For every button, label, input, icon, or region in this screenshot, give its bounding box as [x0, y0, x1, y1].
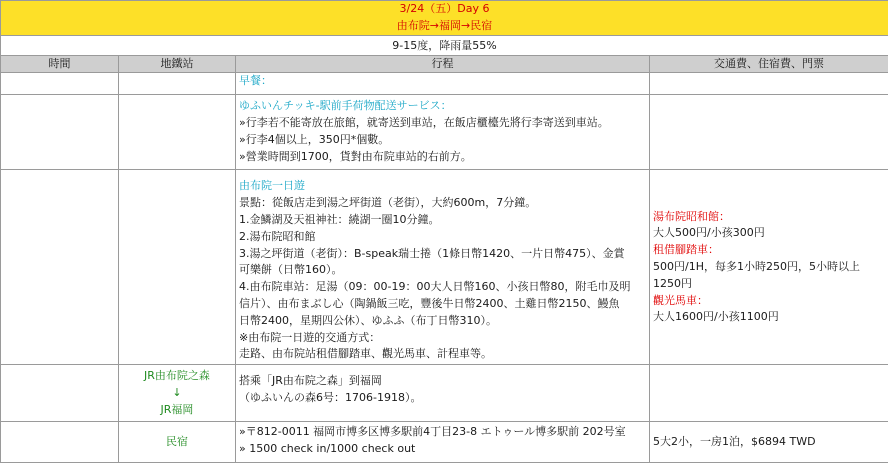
- station-cell: 民宿: [119, 422, 236, 463]
- yufuin-line: 4.由布院車站：足湯（09：00-19：00大人日幣160、小孩日幣80，附毛巾及明: [239, 280, 631, 294]
- luggage-line: »營業時間到1700，貨對由布院車站的右前方。: [239, 149, 472, 163]
- lodging-address: »〒812-0011 福岡市博多区博多駅前4丁目23-8 エトゥール博多駅前 202号室: [239, 425, 626, 439]
- down-arrow-icon: ↓: [172, 385, 182, 399]
- column-header-row: [1, 55, 888, 73]
- yufuin-line: 1.金鱗湖及天祖神社：繞湖一圈10分鐘。: [239, 212, 440, 226]
- cost-label-carriage: 觀光馬車：: [653, 293, 708, 307]
- cost-value-showa: 大人500円/小孩300円: [653, 226, 765, 240]
- cost-value-bicycle: 500円/1H，每多1小時250円，5小時以上: [653, 259, 860, 273]
- column-header-time: 時間: [1, 55, 119, 73]
- day-header: [1, 1, 888, 36]
- cost-value-carriage: 大人1600円/小孩1100円: [653, 310, 779, 324]
- cost-cell: [650, 95, 888, 170]
- luggage-line: »行李4個以上，350円*個數。: [239, 132, 390, 146]
- plan-cell: [236, 95, 650, 170]
- day-header-row: [1, 1, 888, 36]
- station-to: JR福岡: [160, 402, 194, 416]
- yufuin-line: 信片）、由布まぶし心（陶鍋飯三吃，豐後牛日幣2400、土雞日幣2150、鰻魚: [239, 296, 620, 310]
- yufuin-line: 日幣2400，星期四公休）、ゆふふ（布丁日幣310）。: [239, 313, 497, 327]
- yufuin-line: 2.湯布院昭和館: [239, 229, 316, 243]
- station-cell: [119, 365, 236, 422]
- cost-value-bicycle: 1250円: [653, 276, 692, 290]
- station-cell: [119, 73, 236, 95]
- station-cell: [119, 170, 236, 365]
- yufuin-line: 可樂餅（日幣160）。: [239, 263, 343, 277]
- yufuin-row: [1, 170, 888, 365]
- weather-row: [1, 35, 888, 55]
- plan-cell: [236, 422, 650, 463]
- yufuin-line: ※由布院一日遊的交通方式：: [239, 330, 381, 344]
- luggage-line: »行李若不能寄放在旅館，就寄送到車站，在飯店櫃檯先將行李寄送到車站。: [239, 116, 609, 130]
- time-cell: [1, 73, 119, 95]
- lodging-row: [1, 422, 888, 463]
- plan-cell: [236, 73, 650, 95]
- weather-info: 9-15度，降雨量55%: [1, 35, 888, 55]
- train-line: 搭乘「JR由布院之森」到福岡: [239, 374, 382, 388]
- yufuin-line: 3.湯之坪街道（老街）：B-speak瑞士捲（1條日幣1420、一片日幣475）、金賞: [239, 246, 625, 260]
- cost-cell: [650, 73, 888, 95]
- time-cell: [1, 365, 119, 422]
- plan-cell: [236, 365, 650, 422]
- cost-label-bicycle: 租借腳踏車：: [653, 243, 719, 257]
- station-from: JR由布院之森: [144, 369, 210, 383]
- train-row: [1, 365, 888, 422]
- time-cell: [1, 422, 119, 463]
- cost-cell: [650, 170, 888, 365]
- station-cell: [119, 95, 236, 170]
- breakfast-title: 早餐：: [239, 74, 272, 88]
- yufuin-title: 由布院一日遊: [239, 179, 305, 193]
- train-line: （ゆふいんの森6号：1706-1918）。: [239, 391, 422, 405]
- yufuin-line: 景點：從飯店走到湯之坪街道（老街），大約600m，7分鐘。: [239, 196, 537, 210]
- column-header-plan: 行程: [236, 55, 650, 73]
- luggage-title: ゆふいんチッキ-駅前手荷物配送サービス：: [239, 99, 452, 113]
- day-date: 3/24（五）Day 6: [399, 2, 490, 15]
- column-header-station: 地鐵站: [119, 55, 236, 73]
- cost-cell: [650, 365, 888, 422]
- plan-cell: [236, 170, 650, 365]
- luggage-row: [1, 95, 888, 170]
- cost-cell: 5大2小，一房1泊，$6894 TWD: [650, 422, 888, 463]
- cost-label-showa: 湯布院昭和館：: [653, 209, 730, 223]
- time-cell: [1, 95, 119, 170]
- time-cell: [1, 170, 119, 365]
- day-route: 由布院→福岡→民宿: [396, 18, 493, 32]
- lodging-checkin: » 1500 check in/1000 check out: [239, 442, 416, 456]
- breakfast-row: [1, 73, 888, 95]
- yufuin-line: 走路、由布院站租借腳踏車、觀光馬車、計程車等。: [239, 347, 492, 361]
- column-header-cost: 交通費、住宿費、門票: [650, 55, 888, 73]
